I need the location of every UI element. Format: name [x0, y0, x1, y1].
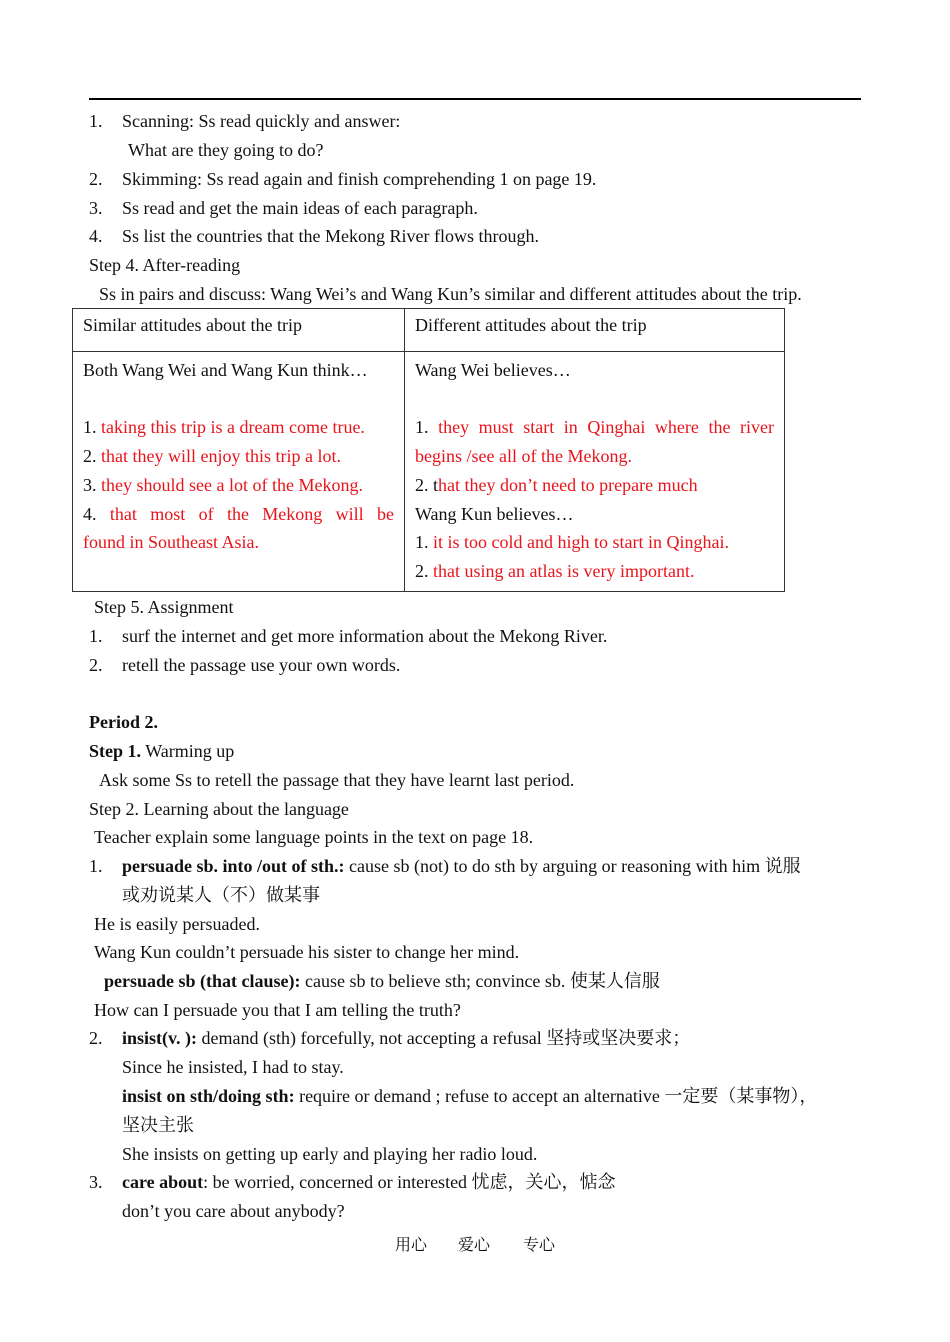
attitude-item: 2. that they don’t need to prepare much: [415, 474, 698, 495]
cell-intro: Wang Wei believes…: [415, 360, 571, 380]
example-sentence: Wang Kun couldn’t persuade his sister to change her mind.: [94, 942, 520, 962]
example-sentence: Since he insisted, I had to stay.: [122, 1057, 344, 1077]
list-item: 2. retell the passage use your own words.: [89, 655, 401, 675]
attitude-item: 2. that using an atlas is very important.: [415, 560, 695, 581]
attitude-item: 2. that they will enjoy this trip a lot.: [83, 446, 341, 467]
example-sentence: don’t you care about anybody?: [122, 1201, 345, 1221]
example-sentence: He is easily persuaded.: [94, 914, 260, 934]
list-item: 1. Scanning: Ss read quickly and answer:: [89, 111, 401, 131]
attitude-item: 1. they must start in Qinghai where the river: [415, 417, 775, 438]
similar-attitudes-cell: [73, 352, 405, 592]
cell-intro: Wang Kun believes…: [415, 503, 574, 524]
list-item-continuation: What are they going to do?: [128, 140, 324, 160]
list-item: 3. Ss read and get the main ideas of each paragraph.: [89, 198, 478, 218]
footer-text: 专心: [523, 1237, 556, 1254]
footer-text: 爱心: [458, 1237, 491, 1254]
step5-heading: Step 5. Assignment: [94, 597, 234, 617]
cell-intro: Both Wang Wei and Wang Kun think…: [83, 360, 368, 380]
language-subpoint: insist on sth/doing sth: require or demand ; refuse to accept an alternative 一定要（某事物），: [122, 1086, 818, 1106]
step1-heading: Step 1. Warming up: [89, 741, 235, 761]
language-point: 2. insist(v. ): demand (sth) forcefully, not accepting a refusal 坚持或坚决要求；: [89, 1028, 691, 1048]
attitude-item: 4. that most of the Mekong will be: [83, 503, 395, 524]
language-point: 1. persuade sb. into /out of sth.: cause sb (not) to do sth by arguing or reasoning with him 说服: [89, 856, 801, 876]
attitude-item: 1. it is too cold and high to start in Qinghai.: [415, 532, 729, 553]
language-point: 3. care about: be worried, concerned or interested 忧虑，关心，惦念: [89, 1172, 616, 1192]
attitude-item-continuation: found in Southeast Asia.: [83, 532, 259, 553]
step2-instruction: Teacher explain some language points in the text on page 18.: [94, 827, 534, 847]
table-header-cell: Different attitudes about the trip: [405, 309, 785, 352]
attitude-item: 1. taking this trip is a dream come true.: [83, 417, 365, 438]
header-rule: [89, 98, 861, 100]
attitude-item: 3. they should see a lot of the Mekong.: [83, 474, 363, 495]
attitudes-table: [72, 308, 785, 592]
period-title: Period 2.: [89, 712, 158, 732]
step4-heading: Step 4. After-reading: [89, 255, 241, 275]
example-sentence: She insists on getting up early and playing her radio loud.: [122, 1144, 538, 1164]
different-attitudes-cell: [405, 352, 785, 592]
definition-continuation: 坚决主张: [122, 1115, 194, 1135]
step1-instruction: Ask some Ss to retell the passage that they have learnt last period.: [99, 770, 575, 790]
attitude-item-continuation: begins /see all of the Mekong.: [415, 446, 632, 467]
example-sentence: How can I persuade you that I am telling the truth?: [94, 1000, 461, 1020]
list-item: 2. Skimming: Ss read again and finish comprehending 1 on page 19.: [89, 169, 597, 189]
list-item: 4. Ss list the countries that the Mekong River flows through.: [89, 226, 539, 246]
definition-continuation: 或劝说某人（不）做某事: [122, 885, 320, 905]
step2-heading: Step 2. Learning about the language: [89, 799, 349, 819]
footer-text: 用心: [395, 1237, 428, 1254]
step4-instruction: Ss in pairs and discuss: Wang Wei’s and Wang Kun’s similar and different attitudes about the trip.: [99, 284, 802, 304]
language-subpoint: persuade sb (that clause): cause sb to believe sth; convince sb. 使某人信服: [104, 971, 660, 991]
table-header-cell: Similar attitudes about the trip: [73, 309, 405, 352]
list-item: 1. surf the internet and get more information about the Mekong River.: [89, 626, 608, 646]
